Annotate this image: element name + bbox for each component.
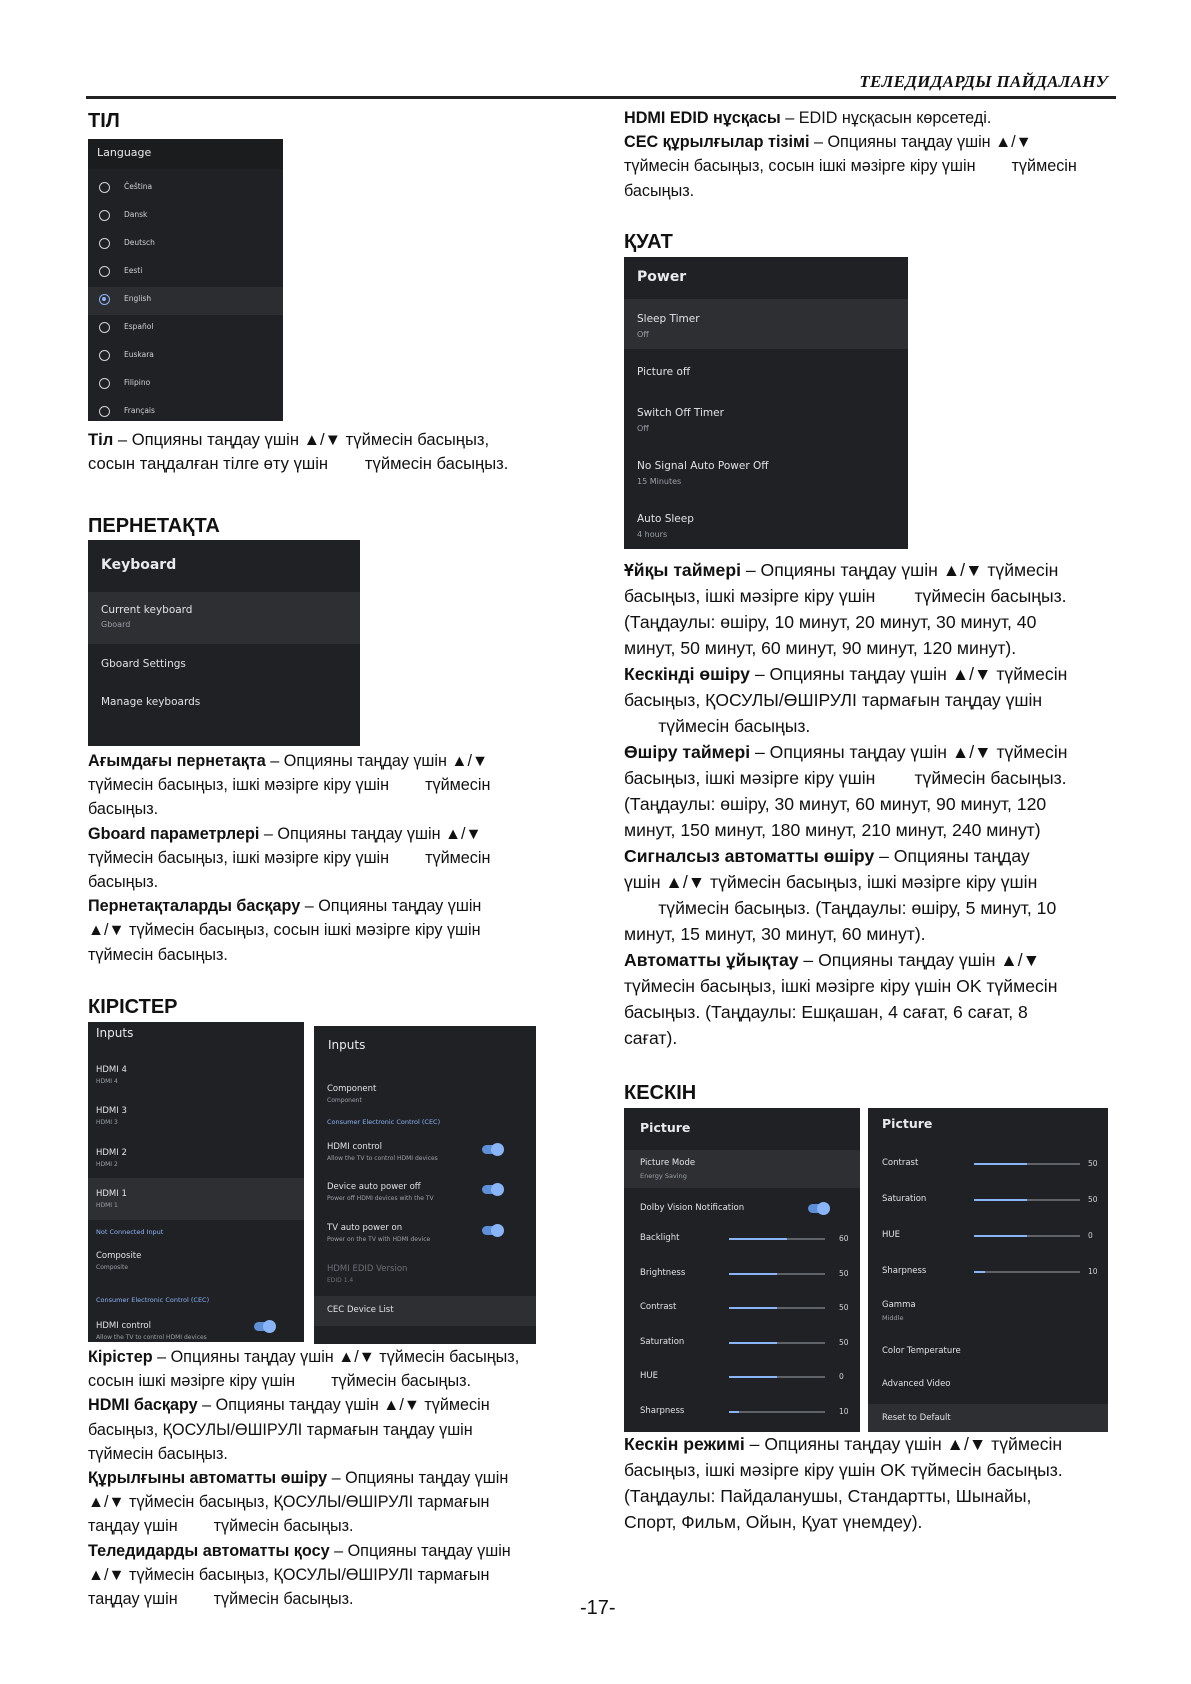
picture-mode-item[interactable]: Picture Mode Energy Saving xyxy=(624,1150,860,1188)
slider-label: HUE xyxy=(640,1371,658,1381)
hdmi-control-item[interactable]: HDMI control Allow the TV to control HDMI devices xyxy=(88,1312,304,1342)
slider-item-sharpness[interactable] xyxy=(868,1258,1108,1294)
input-hdmi1[interactable]: HDMI 1 HDMI 1 xyxy=(88,1178,304,1220)
power-title: Power xyxy=(637,269,687,285)
slider-label: Saturation xyxy=(640,1336,685,1347)
slider-track[interactable] xyxy=(729,1238,825,1240)
slider-value: 50 xyxy=(1088,1195,1098,1204)
inputs-title: Inputs xyxy=(96,1026,134,1040)
inputs-description: Кірістер – Опцияны таңдау үшін ▲/▼ түймесін басыңыз, сосын ішкі мәзірге кіру үшін түймесін басыңыз. HDMI басқару – Опцияны таңдау үшін ▲/▼ түймесін басыңыз, ҚОСУЛЫ/ӨШІРУЛІ тармағын таңдау үшін түймесін басыңыз. Құрылғыны автоматты өшіру – Опцияны таңдау үшін ▲/▼ түймесін басыңыз, ҚОСУЛЫ/ӨШІРУЛІ тармағын таңдау үшін түймесін басыңыз. Теледидарды автоматты қосу – Опцияны таңдау үшін ▲/▼ түймесін басыңыз, ҚОСУЛЫ/ӨШІРУЛІ тармағын таңдау үшін түймесін басыңыз. xyxy=(88,1348,520,1609)
slider-label: Brightness xyxy=(640,1267,686,1278)
slider-label: Sharpness xyxy=(882,1266,927,1276)
switch-off-timer-item[interactable]: Switch Off Timer Off xyxy=(637,407,724,433)
color-temperature-item[interactable]: Color Temperature xyxy=(882,1346,961,1356)
language-item[interactable]: Eesti xyxy=(88,259,283,287)
slider-value: 50 xyxy=(839,1303,849,1312)
slider-value: 10 xyxy=(1088,1267,1098,1276)
no-signal-auto-power-off-item[interactable]: No Signal Auto Power Off 15 Minutes xyxy=(637,460,769,486)
hdmi-edid-version-item: HDMI EDID Version EDID 1.4 xyxy=(327,1264,408,1284)
tv-auto-power-on-toggle[interactable] xyxy=(482,1226,502,1235)
slider-label: Sharpness xyxy=(640,1405,685,1416)
slider-value: 0 xyxy=(1088,1231,1093,1240)
radio-icon xyxy=(99,322,110,333)
slider-track[interactable] xyxy=(729,1376,825,1378)
language-item[interactable]: Español xyxy=(88,315,283,343)
slider-track[interactable] xyxy=(729,1342,825,1344)
language-item[interactable]: Français xyxy=(88,399,283,421)
radio-icon xyxy=(99,210,110,221)
slider-track[interactable] xyxy=(729,1411,825,1413)
language-item-selected[interactable]: English xyxy=(88,287,283,315)
slider-label: Saturation xyxy=(882,1194,927,1204)
slider-fill xyxy=(729,1342,777,1344)
reset-to-default-item[interactable]: Reset to Default xyxy=(868,1404,1108,1432)
header-title: ТЕЛЕДИДАРДЫ ПАЙДАЛАНУ xyxy=(859,72,1108,91)
hdmi-control-item[interactable]: HDMI control Allow the TV to control HDMI devices xyxy=(314,1136,536,1172)
slider-item-hue[interactable] xyxy=(868,1222,1108,1258)
not-connected-header: Not Connected Input xyxy=(96,1228,164,1236)
slider-fill xyxy=(729,1238,787,1240)
advanced-video-item[interactable]: Advanced Video xyxy=(882,1379,951,1389)
cec-header: Consumer Electronic Control (CEC) xyxy=(96,1296,210,1304)
keyboard-screen xyxy=(88,540,360,746)
slider-fill xyxy=(729,1307,777,1309)
picture-description: Кескін режимі – Опцияны таңдау үшін ▲/▼ түймесін басыңыз, ішкі мәзірге кіру үшін OK түймесін басыңыз. (Таңдаулы: Пайдаланушы, Стандартты, Шынайы, Спорт, Фильм, Ойын, Қуат үнемдеу). xyxy=(624,1434,1063,1532)
page-number: -17- xyxy=(580,1597,616,1619)
slider-track[interactable] xyxy=(974,1163,1080,1165)
inputs-title: Inputs xyxy=(328,1038,366,1052)
picture-title: Picture xyxy=(882,1116,933,1131)
slider-fill xyxy=(974,1163,1027,1165)
gboard-settings-item[interactable]: Gboard Settings xyxy=(101,658,186,670)
slider-item-saturation[interactable] xyxy=(868,1186,1108,1222)
slider-value: 50 xyxy=(839,1337,849,1347)
language-screen xyxy=(88,139,283,421)
picture-screen-1 xyxy=(624,1108,860,1432)
language-item[interactable]: Deutsch xyxy=(88,231,283,259)
slider-label: Contrast xyxy=(640,1302,677,1312)
input-hdmi3[interactable]: HDMI 3 HDMI 3 xyxy=(96,1106,127,1126)
language-item[interactable]: Euskara xyxy=(88,343,283,371)
slider-item-saturation[interactable] xyxy=(624,1329,860,1364)
picture-off-item[interactable]: Picture off xyxy=(637,366,691,378)
tv-auto-power-on-item[interactable]: TV auto power on Power on the TV with HDMI device xyxy=(314,1217,536,1253)
slider-label: Backlight xyxy=(640,1233,680,1243)
cec-header: Consumer Electronic Control (CEC) xyxy=(327,1118,441,1126)
dolby-vision-toggle[interactable] xyxy=(808,1204,828,1213)
slider-item-sharpness[interactable] xyxy=(624,1398,860,1433)
inputs-screen-1 xyxy=(88,1022,304,1342)
radio-icon xyxy=(99,182,110,193)
slider-value: 50 xyxy=(1088,1159,1098,1168)
slider-value: 10 xyxy=(839,1406,849,1416)
hdmi-control-toggle[interactable] xyxy=(254,1322,274,1331)
inputs-screen-2 xyxy=(314,1026,536,1344)
input-component[interactable]: Component Component xyxy=(327,1084,377,1104)
sleep-timer-item[interactable]: Sleep Timer Off xyxy=(624,299,908,349)
slider-track[interactable] xyxy=(974,1199,1080,1201)
radio-icon xyxy=(99,406,110,417)
manage-keyboards-item[interactable]: Manage keyboards xyxy=(101,696,201,708)
power-description: Ұйқы таймері – Опцияны таңдау үшін ▲/▼ түймесін басыңыз, ішкі мәзірге кіру үшін түймесін басыңыз. (Таңдаулы: өшіру, 10 минут, 20 минут, 30 минут, 40 минут, 50 минут, 60 минут, 90 минут, 120 минут). Кескінді өшіру – Опцияны таңдау үшін ▲/▼ түймесін басыңыз, ҚОСУЛЫ/ӨШІРУЛІ тармағын таңдау үшін түймесін басыңыз. Өшіру таймері – Опцияны таңдау үшін ▲/▼ түймесін басыңыз, ішкі мәзірге кіру үшін түймесін басыңыз. (Таңдаулы: өшіру, 30 минут, 60 минут, 90 минут, 120 минут, 150 минут, 180 минут, 210 минут, 240 минут) Сигналсыз автоматты өшіру – Опцияны таңдау үшін ▲/▼ түймесін басыңыз, ішкі мәзірге кіру үшін түймесін басыңыз. (Таңдаулы: өшіру, 5 минут, 10 минут, 15 минут, 30 минут, 60 минут). Автоматты ұйықтау – Опцияны таңдау үшін ▲/▼ түймесін басыңыз, ішкі мәзірге кіру үшін OK түймесін басыңыз. (Таңдаулы: Ешқашан, 4 сағат, 6 сағат, 8 сағат). xyxy=(624,560,1068,1048)
input-hdmi2[interactable]: HDMI 2 HDMI 2 xyxy=(96,1148,127,1168)
slider-fill xyxy=(729,1273,777,1275)
language-title: Language xyxy=(97,146,152,159)
slider-fill xyxy=(974,1235,1027,1237)
keyboard-description: Ағымдағы пернетақта – Опцияны таңдау үшін ▲/▼ түймесін басыңыз, ішкі мәзірге кіру үшін түймесін басыңыз. Gboard параметрлері – Опцияны таңдау үшін ▲/▼ түймесін басыңыз, ішкі мәзірге кіру үшін түймесін басыңыз. Пернетақталарды басқару – Опцияны таңдау үшін ▲/▼ түймесін басыңыз, сосын ішкі мәзірге кіру үшін түймесін басыңыз. xyxy=(88,752,491,964)
slider-item-hue[interactable] xyxy=(624,1363,860,1398)
dolby-vision-item[interactable]: Dolby Vision Notification xyxy=(624,1194,860,1222)
device-auto-power-off-item[interactable]: Device auto power off Power off HDMI devices with the TV xyxy=(314,1176,536,1212)
page-header xyxy=(86,70,1116,99)
section-inputs-heading: КІРІСТЕР xyxy=(88,996,178,1018)
keyboard-title: Keyboard xyxy=(101,557,177,573)
til-description: Тіл – Опцияны таңдау үшін ▲/▼ түймесін басыңыз, сосын таңдалған тілге өту үшін түймесін басыңыз. xyxy=(88,430,509,473)
slider-fill xyxy=(974,1199,1027,1201)
slider-track[interactable] xyxy=(974,1271,1080,1273)
edid-cec-description: HDMI EDID нұсқасы – EDID нұсқасын көрсетеді. CEC құрылғылар тізімі – Опцияны таңдау үшін ▲/▼ түймесін басыңыз, сосын ішкі мәзірге кіру үшін түймесін басыңыз. xyxy=(624,109,1077,200)
input-composite[interactable]: Composite Composite xyxy=(96,1251,142,1271)
hdmi-control-toggle[interactable] xyxy=(482,1145,502,1154)
radio-checked-icon xyxy=(99,294,110,305)
slider-item-backlight[interactable] xyxy=(624,1225,860,1260)
radio-icon xyxy=(99,266,110,277)
slider-fill xyxy=(729,1376,777,1378)
language-item[interactable]: Čeština xyxy=(88,175,283,203)
picture-screen-2 xyxy=(868,1108,1108,1432)
slider-label: HUE xyxy=(882,1230,900,1240)
slider-fill xyxy=(729,1411,739,1413)
current-keyboard-item[interactable]: Current keyboard Gboard xyxy=(88,592,360,644)
section-til-heading: ТІЛ xyxy=(88,110,120,132)
slider-track[interactable] xyxy=(974,1235,1080,1237)
slider-track[interactable] xyxy=(729,1307,825,1309)
slider-label: Contrast xyxy=(882,1158,919,1168)
radio-icon xyxy=(99,238,110,249)
slider-track[interactable] xyxy=(729,1273,825,1275)
gamma-item[interactable]: Gamma Middle xyxy=(882,1300,916,1322)
section-picture-heading: КЕСКІН xyxy=(624,1082,697,1104)
device-auto-power-off-toggle[interactable] xyxy=(482,1185,502,1194)
language-item[interactable]: Filipino xyxy=(88,371,283,399)
slider-value: 60 xyxy=(839,1234,849,1243)
power-screen xyxy=(624,257,908,549)
radio-icon xyxy=(99,350,110,361)
slider-item-contrast[interactable] xyxy=(868,1150,1108,1186)
auto-sleep-item[interactable]: Auto Sleep 4 hours xyxy=(637,513,694,539)
slider-item-contrast[interactable] xyxy=(624,1294,860,1329)
language-item[interactable]: Dansk xyxy=(88,203,283,231)
section-power-heading: ҚУАТ xyxy=(624,231,673,253)
slider-fill xyxy=(974,1271,985,1273)
section-keyboard-heading: ПЕРНЕТАҚТА xyxy=(88,515,220,537)
picture-title: Picture xyxy=(640,1120,691,1135)
slider-value: 50 xyxy=(839,1268,849,1278)
slider-item-brightness[interactable] xyxy=(624,1260,860,1295)
input-hdmi4[interactable]: HDMI 4 HDMI 4 xyxy=(96,1065,127,1085)
radio-icon xyxy=(99,378,110,389)
slider-value: 0 xyxy=(839,1372,844,1381)
cec-device-list-item[interactable]: CEC Device List xyxy=(314,1296,536,1326)
